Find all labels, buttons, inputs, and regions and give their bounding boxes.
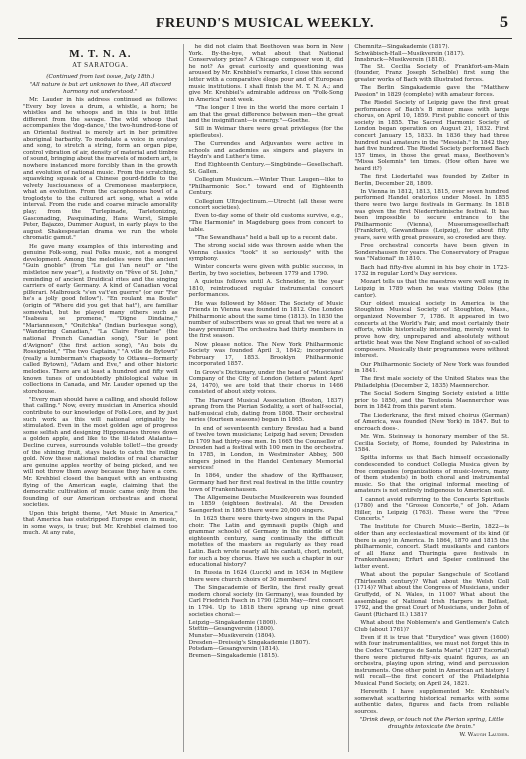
opening-verse: "All nature is but art unknown to thee, All discord harmony not understood." (29, 82, 172, 95)
page-number: 5 (500, 14, 508, 31)
list-item: Potsdam—Gesangverein (1814). (188, 646, 280, 653)
paragraph: Our oldest musical society in America is the Stoughton Musical Society of Stoughton, Mass., organized November 7, 1786. It appeared in two concerts at the World's Fair, and most certainly their efforts, while historically interesting, merely went to prove how dry, unprepared and absolutely without artistic heat was the New England school of so-called composers. Musically their programmes were without interest. (354, 300, 510, 360)
list-item: Chemnitz—Singakademie (1817). (354, 44, 450, 50)
paragraph: The Liederkranz, the first mixed choirus (German) of America, was founded (New York) in 1847. But to encroach does-. (354, 412, 510, 432)
paragraph: A quietus follows until A. Schneider, in the year 1810, reintroduced regular instrumental concert performances. (188, 279, 344, 299)
paragraph: The Singacademie of Berlin, the first really great modern choral society (in Germany), was founded by Carl Friedrich Fasch in 1790 (25th May—first concert in 1794. Up to 1818 there sprang up nine great societies choral:— (188, 585, 344, 618)
paragraph: In 1625 there were thirty-two singers in the Papal choir. The Latin and gymnasii pupils (high and grammar schools) of Germany in the middle of the eighteenth century, sang continually the difficult motettes of the masters as regularly as they read Latin. Bach wrote nearly all his cantati, chorl, motett, for such a boy chorus. Have we such a chapter in our educational history? (188, 516, 344, 569)
society-list (189, 620, 344, 660)
list-item: Leipzig—Singakademie (1800). (188, 619, 278, 626)
list-item: Schwäbisch-Hall—Musikverein (1817). (354, 50, 465, 57)
column-3 (348, 44, 514, 752)
continued-note: (Continued from last issue, July 18th.) (46, 74, 155, 80)
paragraph: The first Liedertafel was founded by Zelter in Berlin, December 28, 1809. (354, 174, 510, 187)
paragraph: Now please notice. The New York Philharmonic Society was founded April 3, 1842; incorporated February 17, 1853. Brooklyn Philharmonic incorporated 1857. (188, 341, 344, 368)
paragraph: Herewith I have supplemented Mr. Krehbiel's somewhat scattering historical remarks with some authentic dates, figures and facts from reliable sources. (354, 689, 510, 715)
paragraph: Sill in Weimar there were great privileges (for the spiefleutes). (188, 126, 344, 139)
closing-verse: "Drink deep, or touch not the Pierian spring, Little draughts intoxicate the brain." (359, 717, 504, 730)
paragraph: In Vienna in 1812, 1813, 1815, over seven hundred performed Handel oratorios under Mosel. In 1855 there were two large festivals in Germany. In 1818 was given the first Niederrheinische festival. It has been impossible to secure entrance to the Philharmonic (Vienna), Museumsgesellschaft (Frankfort), Gewandhaus (Leipzig), for about fifty years, save with great pressure, so crowded are they. (354, 188, 510, 241)
paragraph: The Social Sodern Singing Society existed a little prior to 1850, and the Teutonia Maennerchor was born in 1842 from this parent stem. (354, 391, 510, 411)
author-signoff: W. Waugh Lauder. (459, 731, 510, 738)
society-list-continued (354, 44, 509, 64)
paragraph: Even if it is true that "Eurydice" was given (1600) with four instrumentalities, we must not forget this in the Codex "Canergus de Santa Maria" (1287 Escorial) there were pictured fifty-six quaint figures, as an orchestra, playing upon string, wind and percussion instruments. One other point in American art history I will recall—the first concert of the Philadelphia Musical Fund Society, on April 24, 1821. (354, 634, 510, 687)
paragraph: Collegium Musicum.—Winter Thur. Laugen—like to "Philharmonic Soc." toward end of Eighteenth Century. (188, 177, 344, 197)
paragraph: The Harvard Musical Association (Boston, 1837) sprang from the Pierian Sodality, a sort of half-social, half-musical club, dating from 1808. Their orchestral series (fourteen seasons) began in 1865. (188, 397, 344, 424)
paragraph: I cannot avoid referring to the Concerts Spirituels (1780) and the "Grosse Concerte," of Joh. Adam Hiller, in Leipzig (1763). These were the "Free Concerts." (354, 496, 510, 523)
paragraph: Mr. Wm. Steinway is honorary member of the St. Cecilia Society, of Rome, founded by Palestrina in 1584. (354, 433, 510, 454)
paragraph: The strong social side was thrown aside when the Vienna classics "took" it so seriously" with the symphony. (188, 242, 344, 263)
paragraph: In Grove's Dictionary, under the head of "Musicians' Company of the City of London (letters patent April 24, 1470), we are told that their chorus in 1466 consisted of about sixty voices. (188, 369, 344, 396)
paragraph: End Eighteenth Century.—Singbünde—Gesellschaft. St. Gallen. (188, 162, 344, 176)
paragraph: He was followed by Möser. The Society of Music Friends in Vienna was founded in 1812. One London Philharmonic about the same time (1813). In 1830 the number of subscribers was so great that we were at a heavy premium! The orchestra had thirty members in the first season. (188, 300, 344, 340)
paragraph: "The longer I live in the world the more certain I am that the great difference between men—the great and the insignificant—is energy."—Goethe. (188, 104, 344, 125)
paragraph: he did not claim that Beethoven was born in New York. By-the-bye, what about that National Conservatory prize? A Chicago composer won it, did he not? As great curiosity and questioning was aroused by Mr. Krehbiel's remarks, I close this second letter with a comparative éloge pour and of European music institutions. I shall finish the M. T. N. A.; and give Mr. Krehbiel's admirable address on "Folk-Song in America" next week. (188, 44, 344, 103)
paragraph: Bach had fifty-five alumni in his boy choir in 1723-1732 in regular Lord's Day services. (354, 264, 510, 278)
paragraph: What about the popular Sangschule of Scotland (Thirteenth century)? What about the Welsh Coll (1714)? What about the Congress of Musicians, under Gruffydd, of N. Wales, in 1100? What about the assemblage of National Irish Harpers in Belfast, 1792, and the great Court of Musicians, under John of Gaunt (Richard II.) 1381? (354, 572, 510, 618)
paragraph: The Berlin Singakademie gave the "Matthew Passion" in 1829 (complete) with amateur forces. (354, 85, 510, 98)
paragraph: Upon this bright theme, "Art Music in America," that America has outstripped Europe even in music, in some ways, is true; but Mr. Krehbiel claimed too much. At any rate, (23, 510, 178, 537)
article-columns (18, 44, 514, 752)
list-item: Stettin—Gesangverein (1800). (188, 626, 275, 633)
column-1 (18, 44, 183, 752)
paragraph: What about the Noblemen's and Gentlemen's Catch Club (about 1761)? (354, 619, 510, 633)
list-item: Munster—Musikverein (1804). (188, 632, 276, 639)
paragraph: The Currendes and Adjuvantes were active in schools and academies as singers and players in Haydn's and Luther's time. (188, 141, 344, 161)
paragraph: The St. Cecilia Society of Frankfort-am-Main (founder, Franz Joseph Schelble) first sung the greater works of Bach with illustrated forces. (354, 63, 510, 83)
paragraph: The Riedel Society of Leipzig gave the first great performance of Bach's B minor mass with large chorus, on April 10, 1859. First public concert of this society in 1855. The Sacred Harmonic Society of London began operation on August 21, 1832. First concert January 15, 1833. In 1836 they had three hundred real amateurs in the "Messiah." In 1842 they had five hundred. The Riedel Society performed Bach 157 times, in those the great mass, Beethoven's "Missa Solemnis" ten times. (How often have we heard it?) (354, 99, 510, 172)
list-item: Bremen—Singakademie (1815). (188, 652, 279, 659)
paragraph: In Russia in 1624 (Lucck) and in 1634 in Mejilew there were church choirs of 30 members! (188, 570, 344, 583)
paragraph: In end of seventeenth century Breslau had a band of twelve town musicians; Leipzig had seven; Dresden in 1709 had thirty-one men. In 1665 the Counsellor of Dresden had a festival with 100 men in the orchestra. In 1785, in London, in Westminster Abbey, 500 singers joined in the Handel Centenary Memorial services! (188, 425, 344, 472)
paragraph: Mozart tells us that the maestros were well sung in Leipzig in 1789 when he was visiting Doles (the cantor). (354, 279, 510, 299)
paragraph: Winter concerts were given with public success, in Berlin, by two societies, between 1779 and 1790. (188, 264, 344, 277)
article-title: M. T. N. A. (69, 48, 132, 60)
column-2 (183, 44, 349, 752)
page-header (18, 14, 512, 34)
list-item: Innsbruck—Musikverein (1818). (354, 57, 446, 64)
header-rule (18, 38, 512, 39)
paragraph: Spitta informs us that Bach himself occasionally condescended to conduct Collegia Musica given by free companies (organizations of music-lovers, many of them students) in both choral and instrumental music. So that the original informal meeting of amateurs is not entirely indigenous to American soil. (354, 455, 510, 495)
paragraph: The Institute for Church Music—Berlin, 1822—is older than any ecclesiastical movement of its kind (if there is any) in America. In 1864, 1870 and 1815 the philharmonic, concert. Stadt musikants and cantors of all Hanz and Thuringia gave festivals in Frankenhausen; Erfurt and Speier continued the latter event. (354, 524, 510, 571)
paragraph: The Allgemeine Deutsche Musikverein was founded in 1859 (eighteen festivals). At the Dresden Saengerfest in 1865 there were 20,000 singers. (188, 494, 344, 514)
paragraph: The first male society of the United States was the Philadelphia (December 2, 1835) Maennerchor. (354, 376, 510, 390)
paragraph: In 1864, under the shadow of the Kyffhauser, Germany had her first real festival in the little country town of Frankenhausen. (188, 473, 344, 493)
paragraph: Even to-day some of their old customs survive, e.g., "The Harmonie" in Magdeburg goes from concert to table. (188, 213, 344, 233)
paragraph: Mr. Lauder in his address continued as follows: "Every boy loves a drum, a whistle, a horn; he whistles and he whoops and in this is but little different from the savage. The wild whoop that accompanies the 'dog-dance,' the two-hundred-tone of an Oriental festival is merely art in her primitive aboriginal barbarity. To modulate a voice in oratory and song, to stretch a string, form an organ pipe, control vibration of air, density of material and timbre of sound, bringing about the marvels of modern art, is nowhere instanced more forcibly than in the growth and evolution of national music. From the scratching, squawking squeak of a Chinese gourd-fiddle to the velvety lusciousness of a Cremonese masterpiece, what an evolution. From the cacophonous howl of a troglodyte to the cultured art song, what a wide interval. From the rude and coarse miracle amorality play; from the Turlepinade, Tarletonizing, Gasconading, Pasquinading, Hans Wurst, Simple Peter, Bajazzo, Dummer August, in early plays to the august Shakespearian drama we run the whole chromatic gamut." (23, 96, 178, 242)
article-subtitle: AT SARATOGA. (72, 61, 129, 69)
paragraph: "Every man should have a calling, and should follow that calling." Now, every musician in America should contribute to our knowledge of Folk-Lore, and by just such work as this will national originality be stimulated. Even in the most golden age of progress some selfish and designing Hippomanes throws down a golden apple, and like to the ill-fated Atalanta—Decline curves, surrounds voluble tollet!—the greedy of the shining fruit, stays back to catch the rolling gold. Now these national melodies of real character are genuine apples worthy of being picked, and we will not throw them away because they have a core. Mr. Krehbiel closed the banquet with an enthusing flying of the American eagle, claiming that the democratic cultivation of music came only from the founding of our American orchestras and choral societies. (23, 396, 178, 509)
paragraph: "The Sewandhaus" held a ball up to a recent date. (194, 234, 338, 241)
paragraph: Free orchestral concerts have been given in Sondershausen for years. The Conservatory of Prague was "National" in 1810. (354, 243, 510, 263)
masthead-title: FREUND'S MUSICAL WEEKLY. (155, 16, 375, 31)
paragraph: He gave many examples of this interesting and genuine Folk-song, real Folks music, not a mongrel development. Among the melodies were the ancient "Guin gnoble" (from "Le gui l'an neuf" or "the mistletoe new year"), a festivity on "Fève of St. John," reminding of ancient Druidical rites and the singing carriers of early Germany. A kind of Canadian vocal pilferari. Malbrouck "s'en va't'en guerre" (or our "For he's a jolly good fellow"). "En roulant ma Boule" (origin of "Where did you get that hat"), are familiar somewhat, but he played many others such as "Isabeau se promene," "Digne Dindaine," "Marianneson," "Onitchka" (Indian burlesque song), "Wandering Canadian," "La Claire Fontaine" (the national French Canadian song), "Sur le pont d'Avignon" (the first action song), "Au bois du Rossignolet," "The two Captains," "A ville de Bytown" (really a lumberman's rhapsody to Ottawa—formerly called Bytown), "Adam and Eve," and other historic melodies. There are at least a hundred and fifty well known tunes of undoubtedly philological value in collections in Canada, and Mr. Lauder opened up the storehouse. (23, 243, 178, 395)
paragraph: Collegium Ultrajectinum.—Utrecht (all these were concert societies). (188, 198, 344, 212)
list-item: Dresden—Dreissig's Singakademie (1807). (188, 639, 310, 646)
paragraph: Our Philharmonic Society of New York was founded in 1841. (354, 361, 510, 375)
